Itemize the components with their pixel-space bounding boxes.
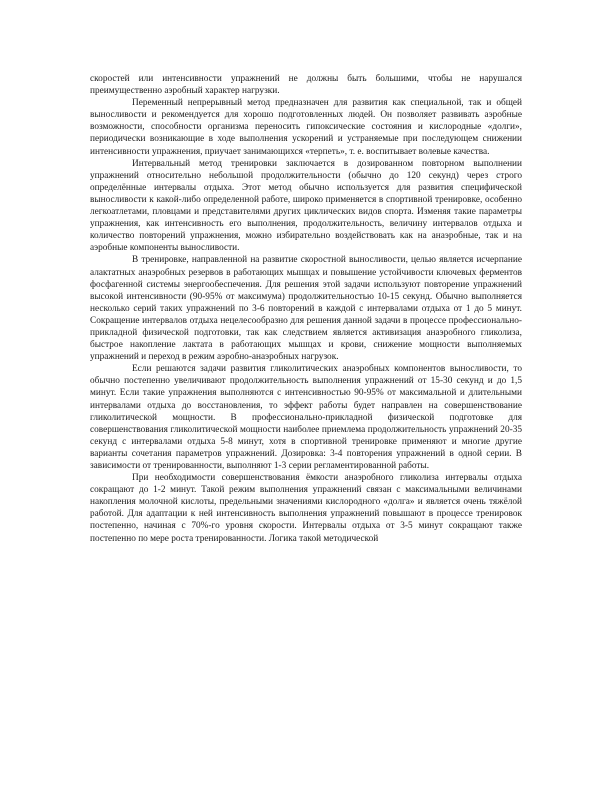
paragraph-continuation: скоростей или интенсивности упражнений не должны быть большими, чтобы не нарушался преимущественно аэробный характер нагрузки.	[90, 74, 522, 97]
paragraph-glycolytic-capacity: При необходимости совершенствования ёмкости анаэробного гликолиза интервалы отдыха сокращают до 1-2 минут. Такой режим выполнения упражнений связан с максимальными величинами накопления молочной кислоты, предельными значениями кислородного «долга» и является очень тяжёлой работой. Для адаптации к ней интенсивность выполнения упражнений повышают в процессе тренировок постепенно, начиная с 70%-го уровня скорости. Интервалы отдыха от 3-5 минут сокращают также постепенно по мере роста тренированности. Логика такой методической	[90, 473, 522, 544]
paragraph-interval-method: Интервальный метод тренировки заключается в дозированном повторном выполнении упражнений относительно небольшой продолжительности (обычно до 120 секунд) через строго определённые интервалы отдыха. Этот метод обычно используется для развития специфической выносливости к какой-либо определенной работе, широко применяется в спортивной тренировке, особенно легкоатлетами, пловцами и представителями других циклических видов спорта. Изменяя такие параметры упражнения, как интенсивность его выполнения, продолжительность, величину интервалов отдыха и количество повторений упражнения, можно избирательно воздействовать как на анаэробные, так и на аэробные компоненты выносливости.	[90, 158, 522, 254]
document-body	[90, 73, 522, 545]
paragraph-glycolytic-power: Если решаются задачи развития гликолитических анаэробных компонентов выносливости, то обычно постепенно увеличивают продолжительность выполнения упражнений от 15-30 секунд и до 1,5 минут. Если такие упражнения выполняются с интенсивностью 90-95% от максимальной и длительными интервалами отдыха до восстановления, то эффект работы будет направлен на совершенствование гликолитической мощности. В профессионально-прикладной физической подготовке для совершенствования гликолитической мощности наиболее приемлема продолжительность упражнений 20-35 секунд с интервалами отдыха 5-8 минут, хотя в спортивной тренировке применяют и многие другие варианты сочетания параметров упражнений. Дозировка: 3-4 повторения упражнений в одной серии. В зависимости от тренированности, выполняют 1-3 серии регламентированной работы.	[90, 364, 522, 471]
paragraph-speed-endurance: В тренировке, направленной на развитие скоростной выносливости, целью является исчерпание алактатных анаэробных резервов в работающих мышцах и повышение устойчивости ключевых ферментов фосфагенной системы энергообеспечения. Для решения этой задачи используют повторение упражнений высокой интенсивности (90-95% от максимума) продолжительностью 10-15 секунд. Обычно выполняется несколько серий таких упражнений по 3-6 повторений в каждой с интервалами отдыха от 1 до 5 минут. Сокращение интервалов отдыха нецелесообразно для решения данной задачи в процессе профессионально-прикладной физической подготовки, так как следствием является активизация анаэробного гликолиза, быстрое накопление лактата в работающих мышцах и крови, снижение мощности выполняемых упражнений и переход в режим аэробно-анаэробных нагрузок.	[90, 255, 522, 363]
paragraph-variable-method: Переменный непрерывный метод предназначен для развития как специальной, так и общей выносливости и рекомендуется для хорошо подготовленных людей. Он позволяет развивать аэробные возможности, способности организма переносить гипоксические состояния и кислородные «долги», периодически возникающие в ходе выполнения ускорений и устраняемые при последующем снижении интенсивности упражнения, приучает занимающихся «терпеть», т. е. воспитывает волевые качества.	[90, 98, 522, 157]
